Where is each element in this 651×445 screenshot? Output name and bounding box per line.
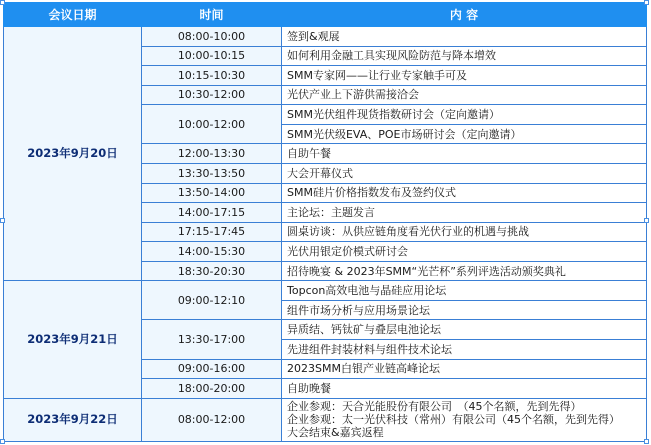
content-cell: 光伏用银定价模式研讨会 — [282, 242, 647, 262]
content-cell: 如何利用金融工具实现风险防范与降本增效 — [282, 46, 647, 66]
date-cell: 2023年9月20日 — [4, 27, 142, 281]
content-cell — [282, 398, 647, 441]
time-cell: 18:00-20:00 — [142, 379, 282, 399]
content-cell: SMM光伏级EVA、POE市场研讨会（定向邀请） — [282, 124, 647, 144]
time-cell: 13:30-13:50 — [142, 163, 282, 183]
date-cell: 2023年9月22日 — [4, 398, 142, 441]
table-header-row — [4, 3, 647, 27]
content-cell: 先进组件封装材料与组件技术论坛 — [282, 340, 647, 360]
time-cell: 10:00-10:15 — [142, 46, 282, 66]
content-cell: 异质结、钙钛矿与叠层电池论坛 — [282, 320, 647, 340]
content-cell: 光伏产业上下游供需接洽会 — [282, 85, 647, 105]
content-cell: 招待晚宴 & 2023年SMM“光芒杯”系列评选活动颁奖典礼 — [282, 261, 647, 281]
header-time: 时间 — [142, 3, 282, 27]
content-cell: Topcon高效电池与晶硅应用论坛 — [282, 281, 647, 301]
time-cell: 09:00-12:10 — [142, 281, 282, 320]
content-cell: 主论坛：主题发言 — [282, 203, 647, 223]
agenda-table — [3, 2, 647, 442]
time-cell: 14:00-17:15 — [142, 203, 282, 223]
time-cell: 08:00-10:00 — [142, 27, 282, 47]
content-cell: 自助午餐 — [282, 144, 647, 164]
content-cell: 组件市场分析与应用场景论坛 — [282, 300, 647, 320]
time-cell: 18:30-20:30 — [142, 261, 282, 281]
time-cell: 13:50-14:00 — [142, 183, 282, 203]
time-cell: 14:00-15:30 — [142, 242, 282, 262]
content-line: 企业参观：天合光能股份有限公司 （45个名额，先到先得） — [287, 400, 582, 414]
time-cell: 10:00-12:00 — [142, 105, 282, 144]
table-row — [4, 281, 647, 301]
resize-handle-bottom-left[interactable] — [0, 439, 5, 444]
resize-handle-middle-left[interactable] — [0, 218, 5, 223]
time-cell: 17:15-17:45 — [142, 222, 282, 242]
resize-handle-bottom-right[interactable] — [644, 439, 649, 444]
content-cell: SMM专家网——让行业专家触手可及 — [282, 66, 647, 86]
content-line: 企业参观：太一光伏科技（常州）有限公司（45个名额，先到先得） — [287, 413, 620, 427]
header-date: 会议日期 — [4, 3, 142, 27]
time-cell: 09:00-16:00 — [142, 359, 282, 379]
table-row — [4, 27, 647, 47]
content-cell: 大会开幕仪式 — [282, 163, 647, 183]
date-cell: 2023年9月21日 — [4, 281, 142, 398]
content-cell: 圆桌访谈：从供应链角度看光伏行业的机遇与挑战 — [282, 222, 647, 242]
time-cell: 12:00-13:30 — [142, 144, 282, 164]
header-content: 内 容 — [282, 3, 647, 27]
content-cell: SMM硅片价格指数发布及签约仪式 — [282, 183, 647, 203]
time-cell: 10:15-10:30 — [142, 66, 282, 86]
resize-handle-top-left[interactable] — [0, 0, 5, 5]
content-cell: 2023SMM白银产业链高峰论坛 — [282, 359, 647, 379]
content-line: 大会结束&嘉宾返程 — [287, 426, 384, 440]
content-cell: 自助晚餐 — [282, 379, 647, 399]
time-cell: 13:30-17:00 — [142, 320, 282, 359]
time-cell: 10:30-12:00 — [142, 85, 282, 105]
table-row — [4, 398, 647, 441]
resize-handle-middle-right[interactable] — [644, 218, 649, 223]
resize-handle-top-right[interactable] — [644, 0, 649, 5]
content-cell: SMM光伏组件现货指数研讨会（定向邀请） — [282, 105, 647, 125]
content-cell: 签到&观展 — [282, 27, 647, 47]
time-cell: 08:00-12:00 — [142, 398, 282, 441]
